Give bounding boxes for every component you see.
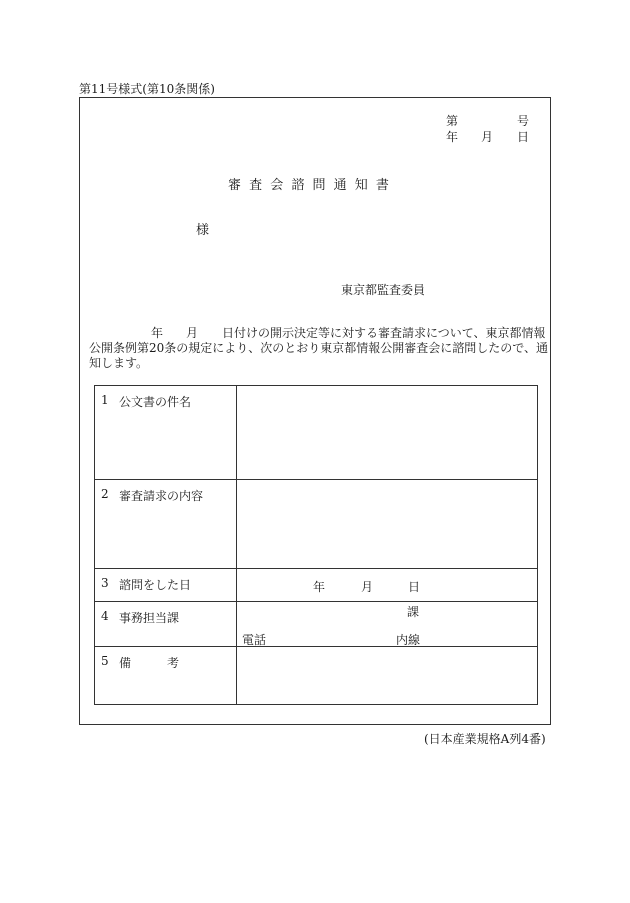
doc-date-day: 日 (517, 130, 530, 144)
row-number: 4 (101, 609, 109, 623)
row-label (95, 647, 237, 704)
table-row (95, 601, 537, 646)
row-label (95, 569, 237, 601)
row-label-text: 審査請求の内容 (119, 489, 204, 503)
form-number-label: 第11号様式(第10条関係) (79, 82, 215, 96)
row-label (95, 386, 237, 479)
doc-number-prefix: 第 (446, 114, 459, 128)
body-year: 年 (151, 326, 164, 340)
document-title: 審 査 会 諮 問 通 知 書 (228, 178, 391, 193)
table-row (95, 568, 537, 601)
inquiry-date-month: 月 (361, 580, 374, 594)
row-label-text: 事務担当課 (119, 611, 180, 625)
row-label (95, 602, 237, 646)
section-suffix: 課 (407, 605, 420, 619)
row-number: 3 (101, 576, 109, 590)
row-number: 1 (101, 393, 109, 407)
body-paragraph (89, 326, 549, 371)
sender-name: 東京都監査委員 (341, 283, 426, 297)
row-label (95, 480, 237, 568)
paper-size-note: (日本産業規格A列4番) (424, 732, 546, 746)
row-number: 5 (101, 654, 109, 668)
inquiry-date-day: 日 (408, 580, 421, 594)
doc-date-month: 月 (481, 130, 494, 144)
extension-label: 内線 (396, 633, 421, 647)
row-label-text: 諮問をした日 (119, 578, 192, 592)
body-line3: 知します。 (89, 356, 149, 370)
row-label-text: 備 考 (119, 656, 180, 670)
info-table (94, 385, 538, 705)
table-row (95, 479, 537, 568)
phone-label: 電話 (242, 633, 267, 647)
row-number: 2 (101, 487, 109, 501)
doc-number-suffix: 号 (517, 114, 530, 128)
body-line2: 公開条例第20条の規定により、次のとおり東京都情報公開審査会に諮問したので、通 (89, 341, 549, 355)
body-line1: 日付けの開示決定等に対する審査請求について、東京都情報 (222, 326, 546, 340)
table-row (95, 646, 537, 704)
body-month: 月 (186, 326, 199, 340)
inquiry-date-year: 年 (313, 580, 326, 594)
row-label-text: 公文書の件名 (119, 395, 192, 409)
table-row (95, 386, 537, 479)
doc-date-year: 年 (446, 130, 459, 144)
addressee-suffix: 様 (196, 223, 210, 238)
